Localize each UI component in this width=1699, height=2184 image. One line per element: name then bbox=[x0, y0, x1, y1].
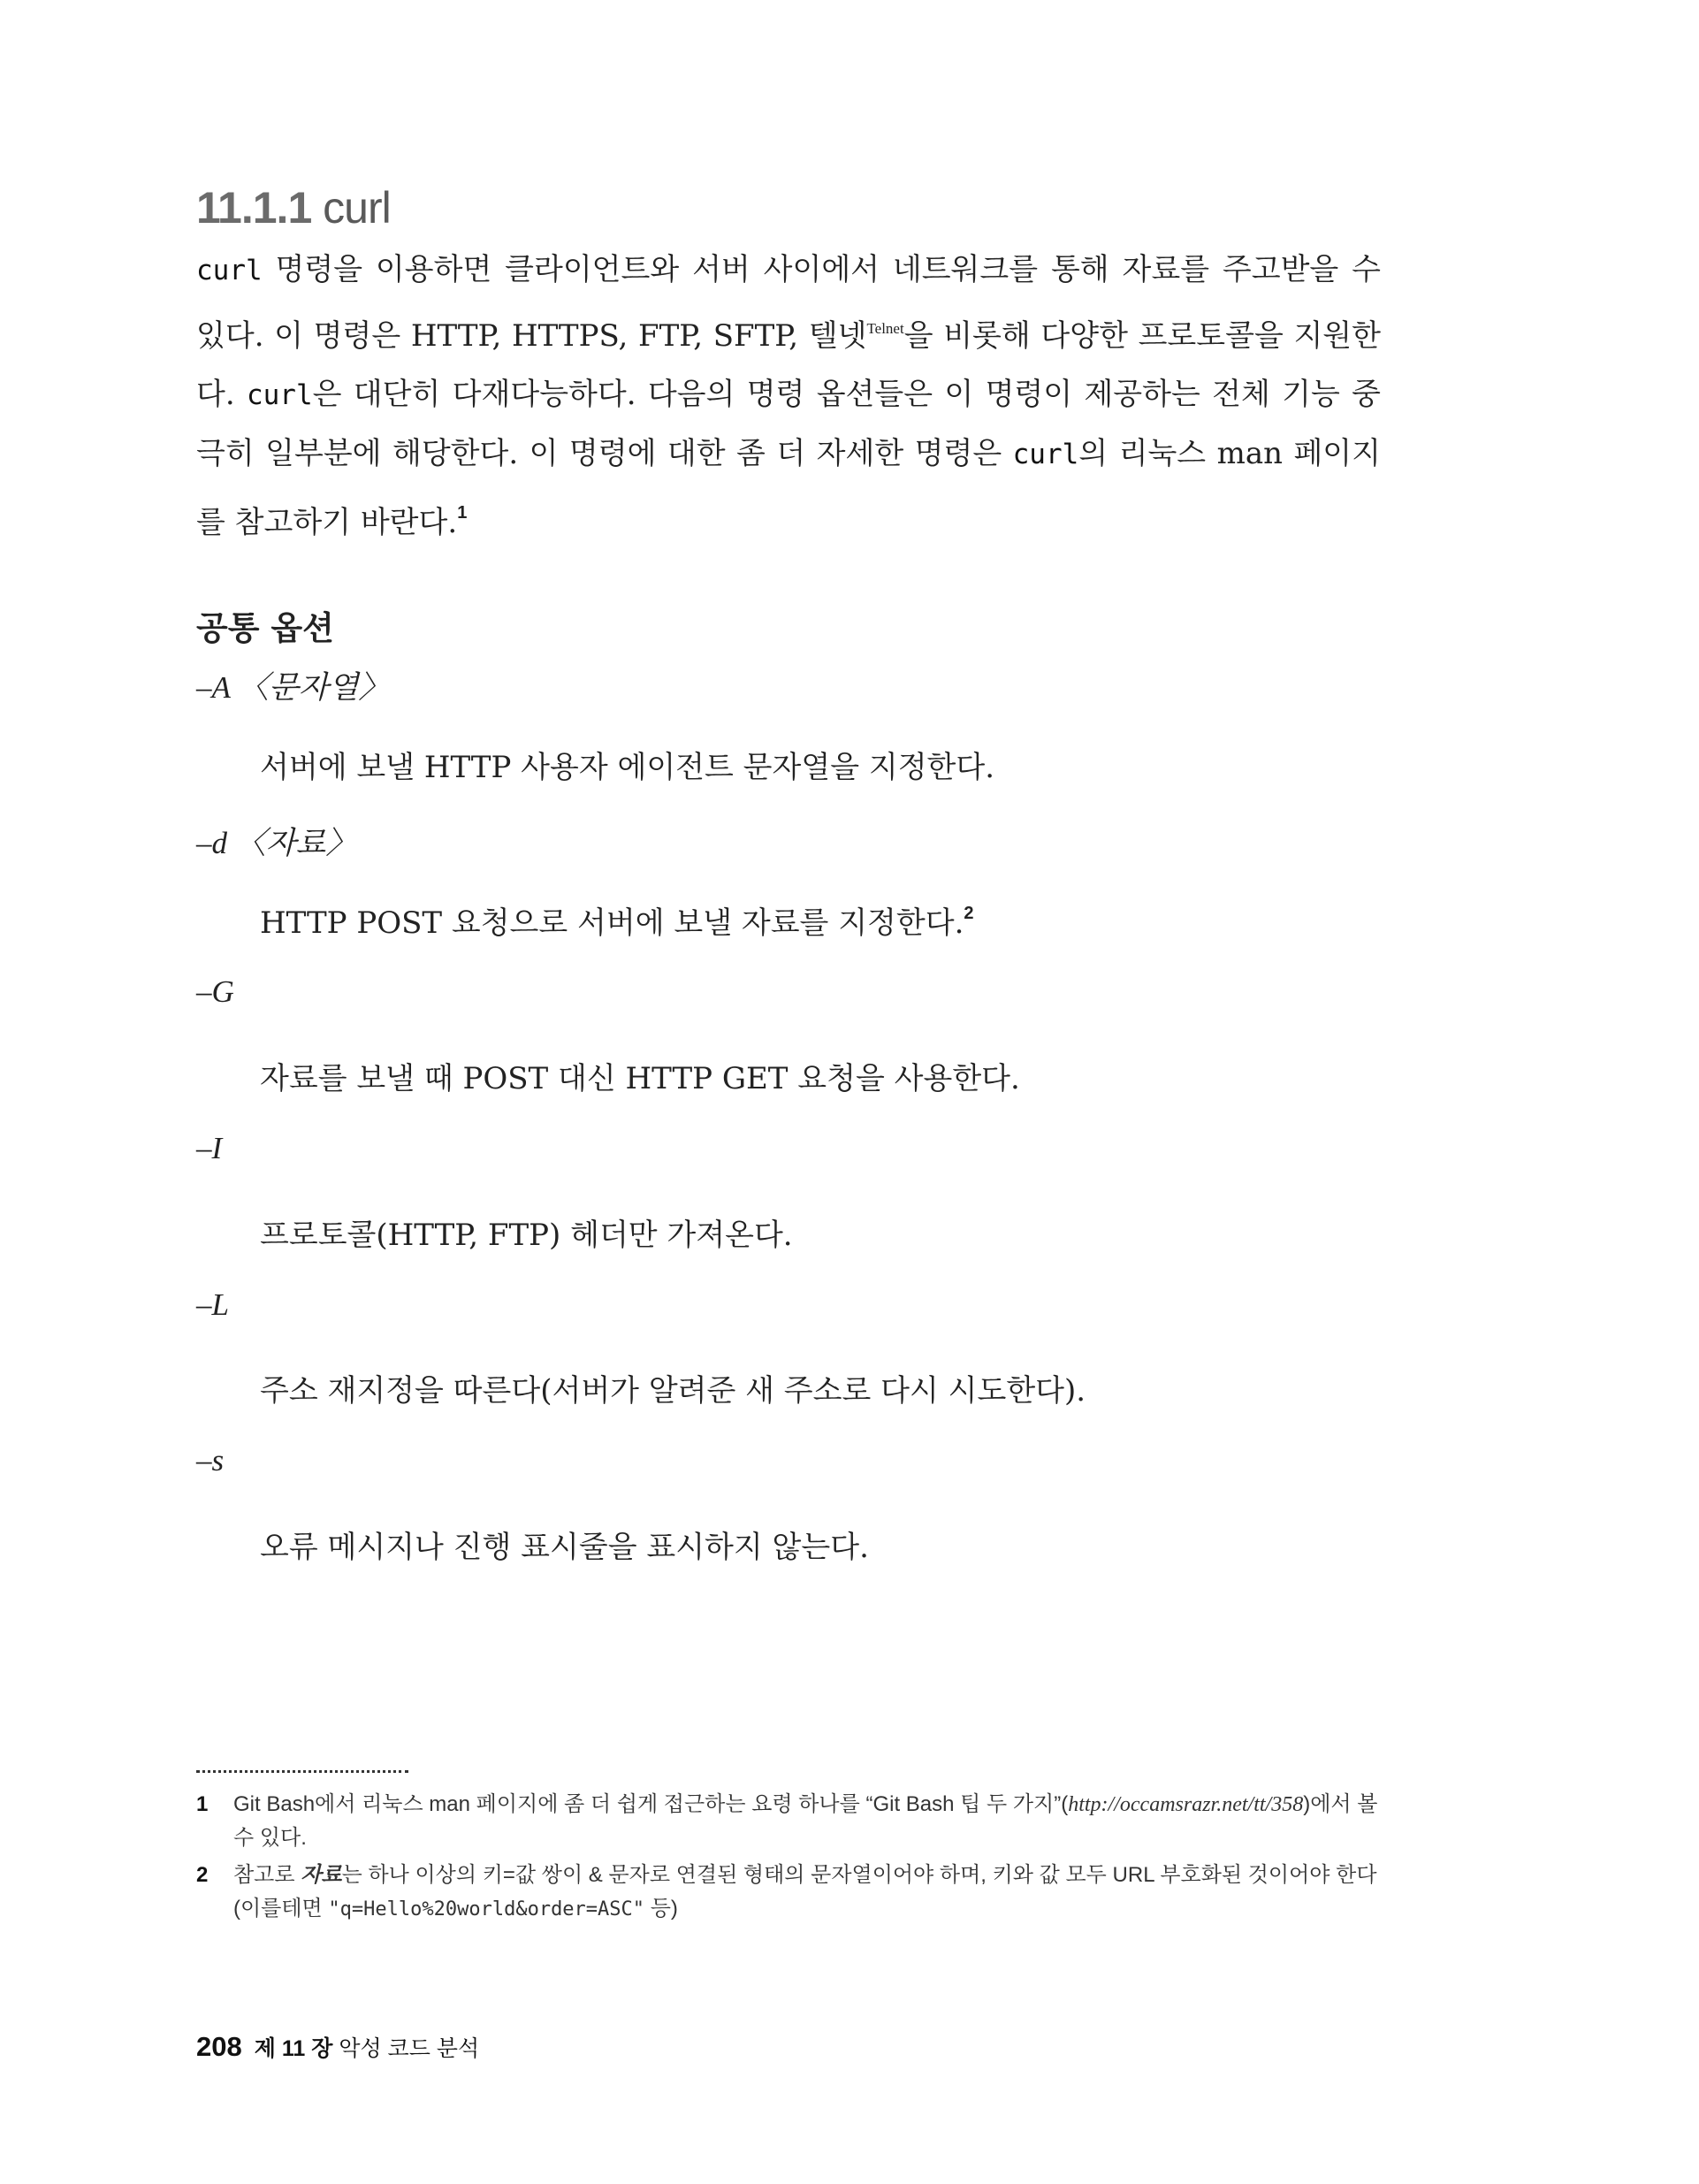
footnote-number: 1 bbox=[196, 1792, 209, 1816]
option-description bbox=[260, 1366, 1086, 1409]
section-heading bbox=[196, 182, 391, 233]
footnote-text bbox=[233, 1788, 1381, 1855]
chapter-title: 악성 코드 분석 bbox=[339, 2036, 480, 2061]
footnote bbox=[196, 1859, 1381, 1927]
option-flag: –d 〈자료〉 bbox=[196, 826, 357, 860]
option-flag: –A 〈문자열〉 bbox=[196, 670, 390, 705]
inline-code: curl bbox=[1012, 439, 1079, 470]
option-description-text: 주소 재지정을 따른다(서버가 알려준 새 주소로 다시 시도한다). bbox=[260, 1373, 1086, 1409]
intro-text-1: 명령을 이용하면 클라이언트와 서버 사이에서 네트워크를 통해 자료를 주고받을 수 있다. 이 명령은 HTTP, HTTPS, FTP, SFTP, 텔넷 bbox=[196, 252, 1381, 354]
option-description bbox=[260, 898, 974, 942]
footnote-separator bbox=[196, 1770, 408, 1773]
chapter-label bbox=[255, 2036, 479, 2061]
option-description-text: 오류 메시지나 진행 표시줄을 표시하지 않는다. bbox=[260, 1530, 869, 1565]
option-description-text: 프로토콜(HTTP, FTP) 헤더만 가져온다. bbox=[260, 1218, 793, 1253]
inline-code: curl bbox=[246, 379, 313, 411]
page-footer bbox=[196, 2031, 479, 2063]
option-flag: –s bbox=[196, 1443, 225, 1478]
inline-code: curl bbox=[196, 255, 263, 286]
option-flag: –G bbox=[196, 974, 234, 1009]
option-description-text: 서버에 보낼 HTTP 사용자 에이전트 문자열을 지정한다. bbox=[260, 750, 995, 785]
intro-text-2: 은 대단히 다재다능하다. 다음의 명령 옵션들은 이 명령이 제공하는 전체 기능 중 극히 일부분에 해당한다. 이 명령에 대한 좀 더 자세한 명령은 bbox=[196, 377, 1381, 471]
section-number: 11.1.1 bbox=[196, 183, 312, 233]
option-description bbox=[260, 1210, 793, 1254]
page-number: 208 bbox=[196, 2031, 242, 2062]
telnet-superscript: Telnet bbox=[866, 320, 904, 337]
footnote-ref-2[interactable]: 2 bbox=[964, 904, 974, 923]
subsection-heading: 공통 옵션 bbox=[196, 609, 334, 647]
footnote-text-part: 참고로 bbox=[233, 1863, 301, 1887]
chapter-number: 제 11 장 bbox=[254, 2036, 333, 2061]
option-description bbox=[260, 1054, 1020, 1097]
intro-text-1b: 을 비롯해 다양한 프로토콜을 지원한다. bbox=[196, 318, 1381, 412]
option-description-text: HTTP POST 요청으로 서버에 보낼 자료를 지정한다. bbox=[260, 905, 964, 941]
footnote-text-part: 는 하나 이상의 키=값 쌍이 & 문자로 연결된 형태의 문자열이어야 하며, 키와 값 모두 URL 부호화된 것이어야 한다(이를테면 bbox=[233, 1863, 1377, 1921]
footnote-ref-1[interactable]: 1 bbox=[457, 503, 468, 523]
option-description bbox=[260, 743, 994, 786]
intro-text-3: 의 리눅스 man 페이지를 참고하기 바란다. bbox=[196, 436, 1381, 540]
footnote-text bbox=[233, 1859, 1381, 1927]
footnote-text-part: )에서 볼 수 있다. bbox=[233, 1792, 1378, 1850]
footnote-code: "q=Hello%20world&order=ASC" bbox=[328, 1898, 645, 1921]
option-description bbox=[260, 1523, 869, 1566]
footnote-text-part: Git Bash에서 리눅스 man 페이지에 좀 더 쉽게 접근하는 요령 하나를 “Git Bash 팁 두 가지”( bbox=[233, 1792, 1069, 1816]
footnote-url-link[interactable]: http://occamsrazr.net/tt/358 bbox=[1068, 1793, 1304, 1816]
footnote-text-part: 등) bbox=[644, 1897, 678, 1921]
footnote bbox=[196, 1788, 1381, 1855]
option-description-text: 자료를 보낼 때 POST 대신 HTTP GET 요청을 사용한다. bbox=[260, 1061, 1020, 1096]
option-flag: –L bbox=[196, 1287, 229, 1322]
intro-paragraph bbox=[196, 241, 1381, 552]
option-flag: –I bbox=[196, 1131, 223, 1165]
section-word: curl bbox=[323, 183, 391, 233]
footnote-emphasis: 자료 bbox=[301, 1863, 342, 1887]
footnote-number: 2 bbox=[196, 1863, 209, 1887]
